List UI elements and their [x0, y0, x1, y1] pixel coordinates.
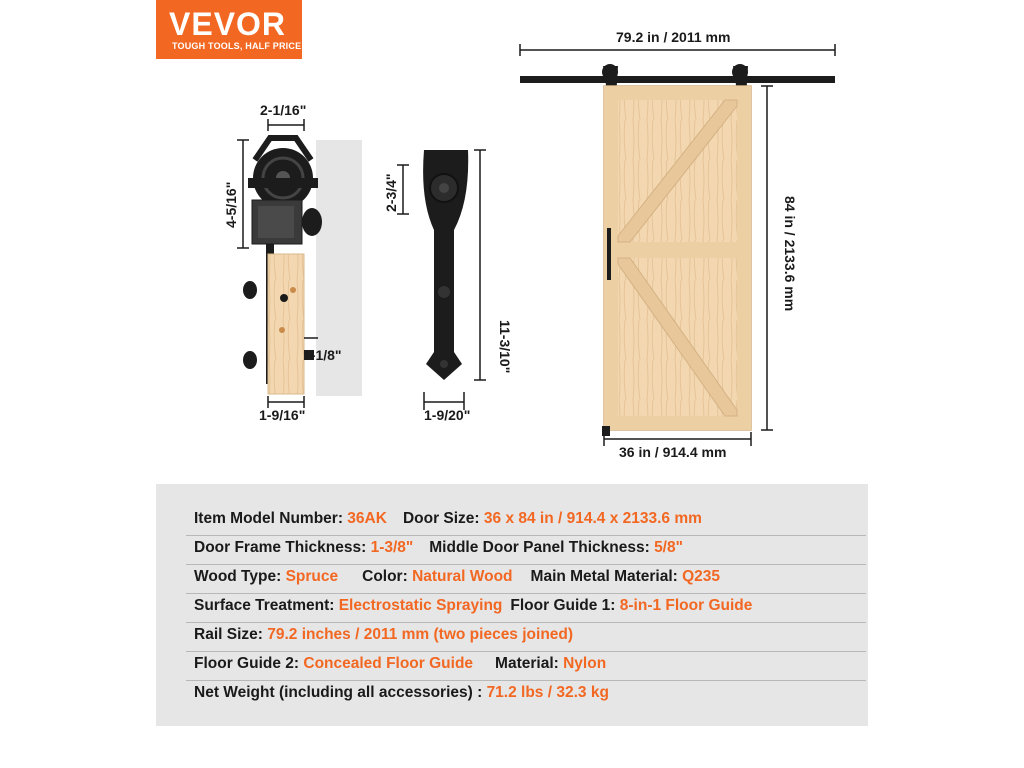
- door-thickness-label: 1-9/16": [259, 407, 306, 423]
- spec-label: Door Frame Thickness:: [194, 539, 371, 556]
- divider: [186, 564, 866, 565]
- roller-height-label: 4-5/16": [223, 181, 239, 228]
- spec-value: 8-in-1 Floor Guide: [619, 597, 753, 614]
- spec-row: [194, 597, 752, 615]
- spec-row: [194, 626, 573, 644]
- spec-row: [194, 539, 683, 557]
- spec-value: Spruce: [285, 568, 339, 585]
- spacer-thickness-label: 1-1/8": [303, 347, 342, 363]
- spec-label: Material:: [495, 655, 564, 672]
- spec-label: Surface Treatment:: [194, 597, 339, 614]
- spec-value: Nylon: [563, 655, 607, 672]
- door-handle: [607, 228, 611, 280]
- floor-guide: [602, 426, 610, 436]
- specifications-panel: [156, 484, 868, 726]
- spec-value: 1-3/8": [370, 539, 414, 556]
- spec-value: 71.2 lbs / 32.3 kg: [486, 684, 609, 701]
- spec-value: 36 x 84 in / 914.4 x 2133.6 mm: [483, 510, 702, 527]
- brand-name: VEVOR: [169, 6, 287, 42]
- spec-label: Net Weight (including all accessories) :: [194, 684, 487, 701]
- spec-value: Electrostatic Spraying: [338, 597, 503, 614]
- spec-row: [194, 655, 606, 673]
- spec-row: [194, 684, 609, 702]
- divider: [186, 622, 866, 623]
- side-view-hardware: [223, 102, 362, 423]
- divider: [186, 651, 866, 652]
- spec-label: Rail Size:: [194, 626, 268, 643]
- spec-value: 5/8": [654, 539, 683, 556]
- spec-label: Wood Type:: [194, 568, 286, 585]
- spec-label: Floor Guide 1:: [510, 597, 620, 614]
- spec-value: 79.2 inches / 2011 mm (two pieces joined): [267, 626, 574, 643]
- strap-front-view: [383, 150, 513, 423]
- spec-value: Natural Wood: [412, 568, 513, 585]
- spec-value: 36AK: [347, 510, 387, 527]
- spec-label: Door Size:: [402, 510, 484, 527]
- divider: [186, 593, 866, 594]
- spec-label: Main Metal Material:: [530, 568, 683, 585]
- divider: [186, 680, 866, 681]
- strap-wheel-height-label: 2-3/4": [383, 173, 399, 212]
- door-assembly: [520, 29, 835, 460]
- spec-label: Item Model Number:: [194, 510, 348, 527]
- spec-row: [194, 510, 702, 528]
- spec-label: Middle Door Panel Thickness:: [429, 539, 655, 556]
- door-edge-section: [268, 254, 304, 394]
- brand-tagline: TOUGH TOOLS, HALF PRICE: [172, 41, 302, 51]
- door-height-label: 84 in / 2133.6 mm: [782, 196, 798, 312]
- roller-width-label: 2-1/16": [260, 102, 307, 118]
- divider: [186, 535, 866, 536]
- rail: [520, 76, 835, 83]
- spec-label: Floor Guide 2:: [194, 655, 304, 672]
- spec-value: Concealed Floor Guide: [303, 655, 474, 672]
- strap-width-label: 1-9/20": [424, 407, 471, 423]
- rail-length-label: 79.2 in / 2011 mm: [616, 29, 731, 45]
- door-width-label: 36 in / 914.4 mm: [619, 444, 727, 460]
- spec-row: [194, 568, 720, 586]
- spec-value: Q235: [682, 568, 721, 585]
- strap-length-label: 11-3/10": [497, 320, 513, 374]
- spec-label: Color:: [362, 568, 413, 585]
